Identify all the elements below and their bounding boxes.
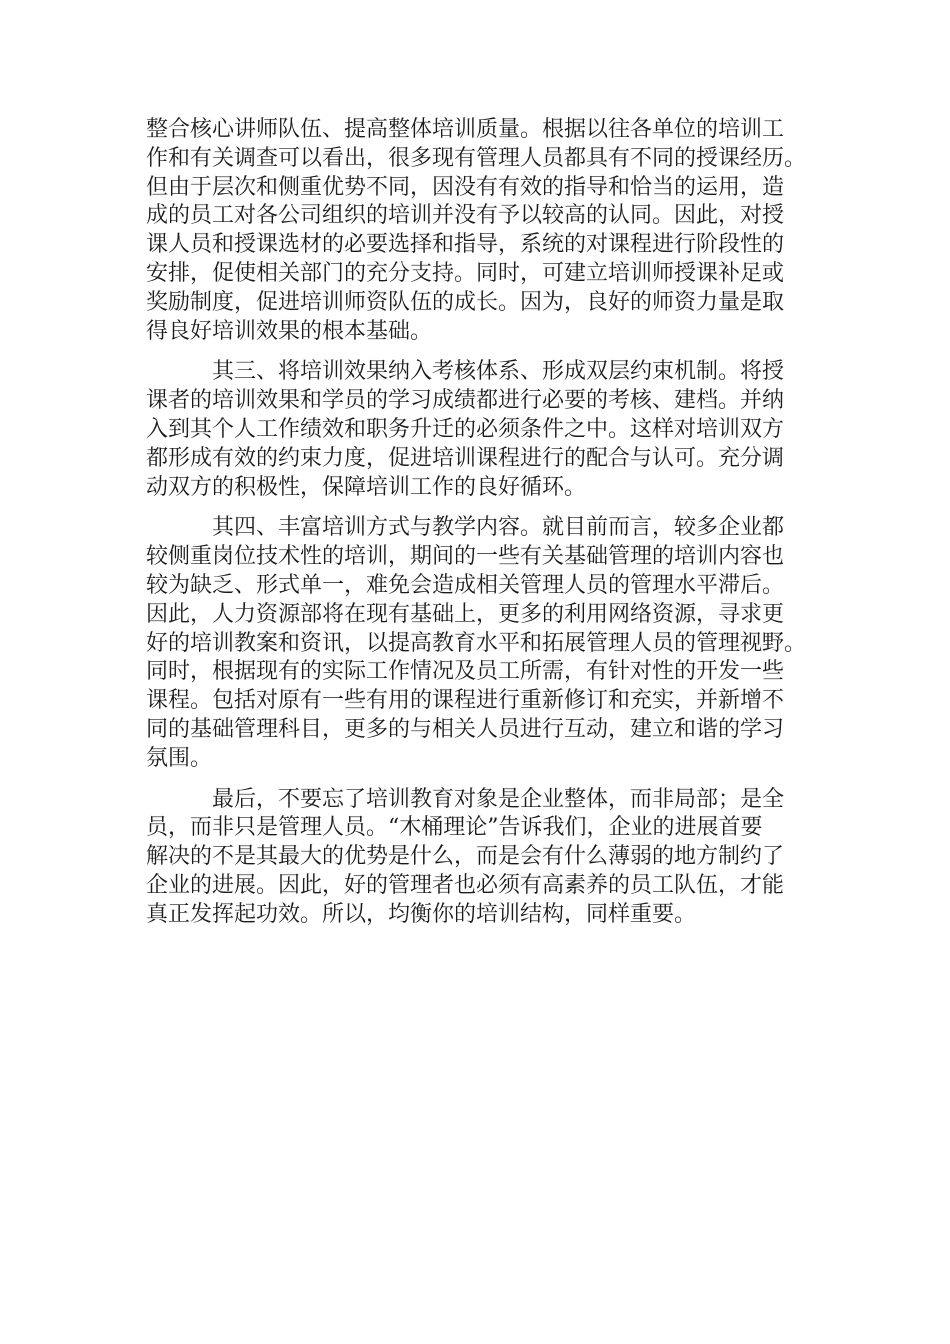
text-line: 因此，人力资源部将在现有基础上，更多的利用网络资源，寻求更 [146, 601, 785, 627]
text-line: 都形成有效的约束力度，促进培训课程进行的配合与认可。充分调 [146, 445, 785, 471]
text-line: 较侧重岗位技术性的培训，期间的一些有关基础管理的培训内容也 [146, 544, 785, 570]
paragraph-1 [146, 116, 811, 346]
paragraph-2 [146, 358, 811, 502]
text-line: 整合核心讲师队伍、提高整体培训质量。根据以往各单位的培训工 [146, 117, 785, 142]
text-line: 真正发挥起功效。所以，均衡你的培训结构，同样重要。 [146, 901, 697, 927]
text-line: 企业的进展。因此，好的管理者也必须有高素养的员工队伍，才能 [146, 872, 785, 898]
text-line: 其四、丰富培训方式与教学内容。就目前而言，较多企业都 [212, 515, 785, 541]
text-line: 得良好培训效果的根本基础。 [146, 318, 433, 344]
text-line: 成的员工对各公司组织的培训并没有予以较高的认同。因此，对授 [146, 203, 785, 229]
text-line: 安排，促使相关部门的充分支持。同时，可建立培训师授课补足或 [146, 260, 785, 286]
text-line: 同的基础管理科目，更多的与相关人员进行互动，建立和谐的学习 [146, 716, 785, 742]
paragraph-3 [146, 514, 811, 773]
text-line: 课人员和授课选材的必要选择和指导，系统的对课程进行阶段性的 [146, 232, 785, 258]
text-line: 其三、将培训效果纳入考核体系、形成双层约束机制。将授 [212, 359, 785, 385]
text-line: 动双方的积极性，保障培训工作的良好循环。 [146, 474, 587, 500]
paragraph-4 [146, 786, 811, 930]
text-line: 好的培训教案和资讯，以提高教育水平和拓展管理人员的管理视野。 [146, 630, 807, 656]
text-line: 课程。包括对原有一些有用的课程进行重新修订和充实，并新增不 [146, 688, 785, 714]
text-line: 但由于层次和侧重优势不同，因没有有效的指导和恰当的运用，造 [146, 174, 785, 200]
text-line: 氛围。 [146, 745, 213, 771]
text-line: 较为缺乏、形式单一，难免会造成相关管理人员的管理水平滞后。 [146, 572, 785, 598]
body-text [146, 116, 811, 930]
text-line: 入到其个人工作绩效和职务升迁的必须条件之中。这样对培训双方 [146, 416, 785, 442]
text-line: 课者的培训效果和学员的学习成绩都进行必要的考核、建档。并纳 [146, 388, 785, 414]
text-line: 作和有关调查可以看出，很多现有管理人员都具有不同的授课经历。 [146, 145, 807, 171]
text-line: 员，而非只是管理人员。“木桶理论”告诉我们，企业的进展首要 [146, 815, 763, 841]
text-line: 解决的不是其最大的优势是什么，而是会有什么薄弱的地方制约了 [146, 844, 785, 870]
text-line: 奖励制度，促进培训师资队伍的成长。因为，良好的师资力量是取 [146, 289, 785, 315]
text-line: 同时，根据现有的实际工作情况及员工所需，有针对性的开发一些 [146, 659, 785, 685]
text-line: 最后，不要忘了培训教育对象是企业整体，而非局部；是全 [212, 786, 785, 812]
